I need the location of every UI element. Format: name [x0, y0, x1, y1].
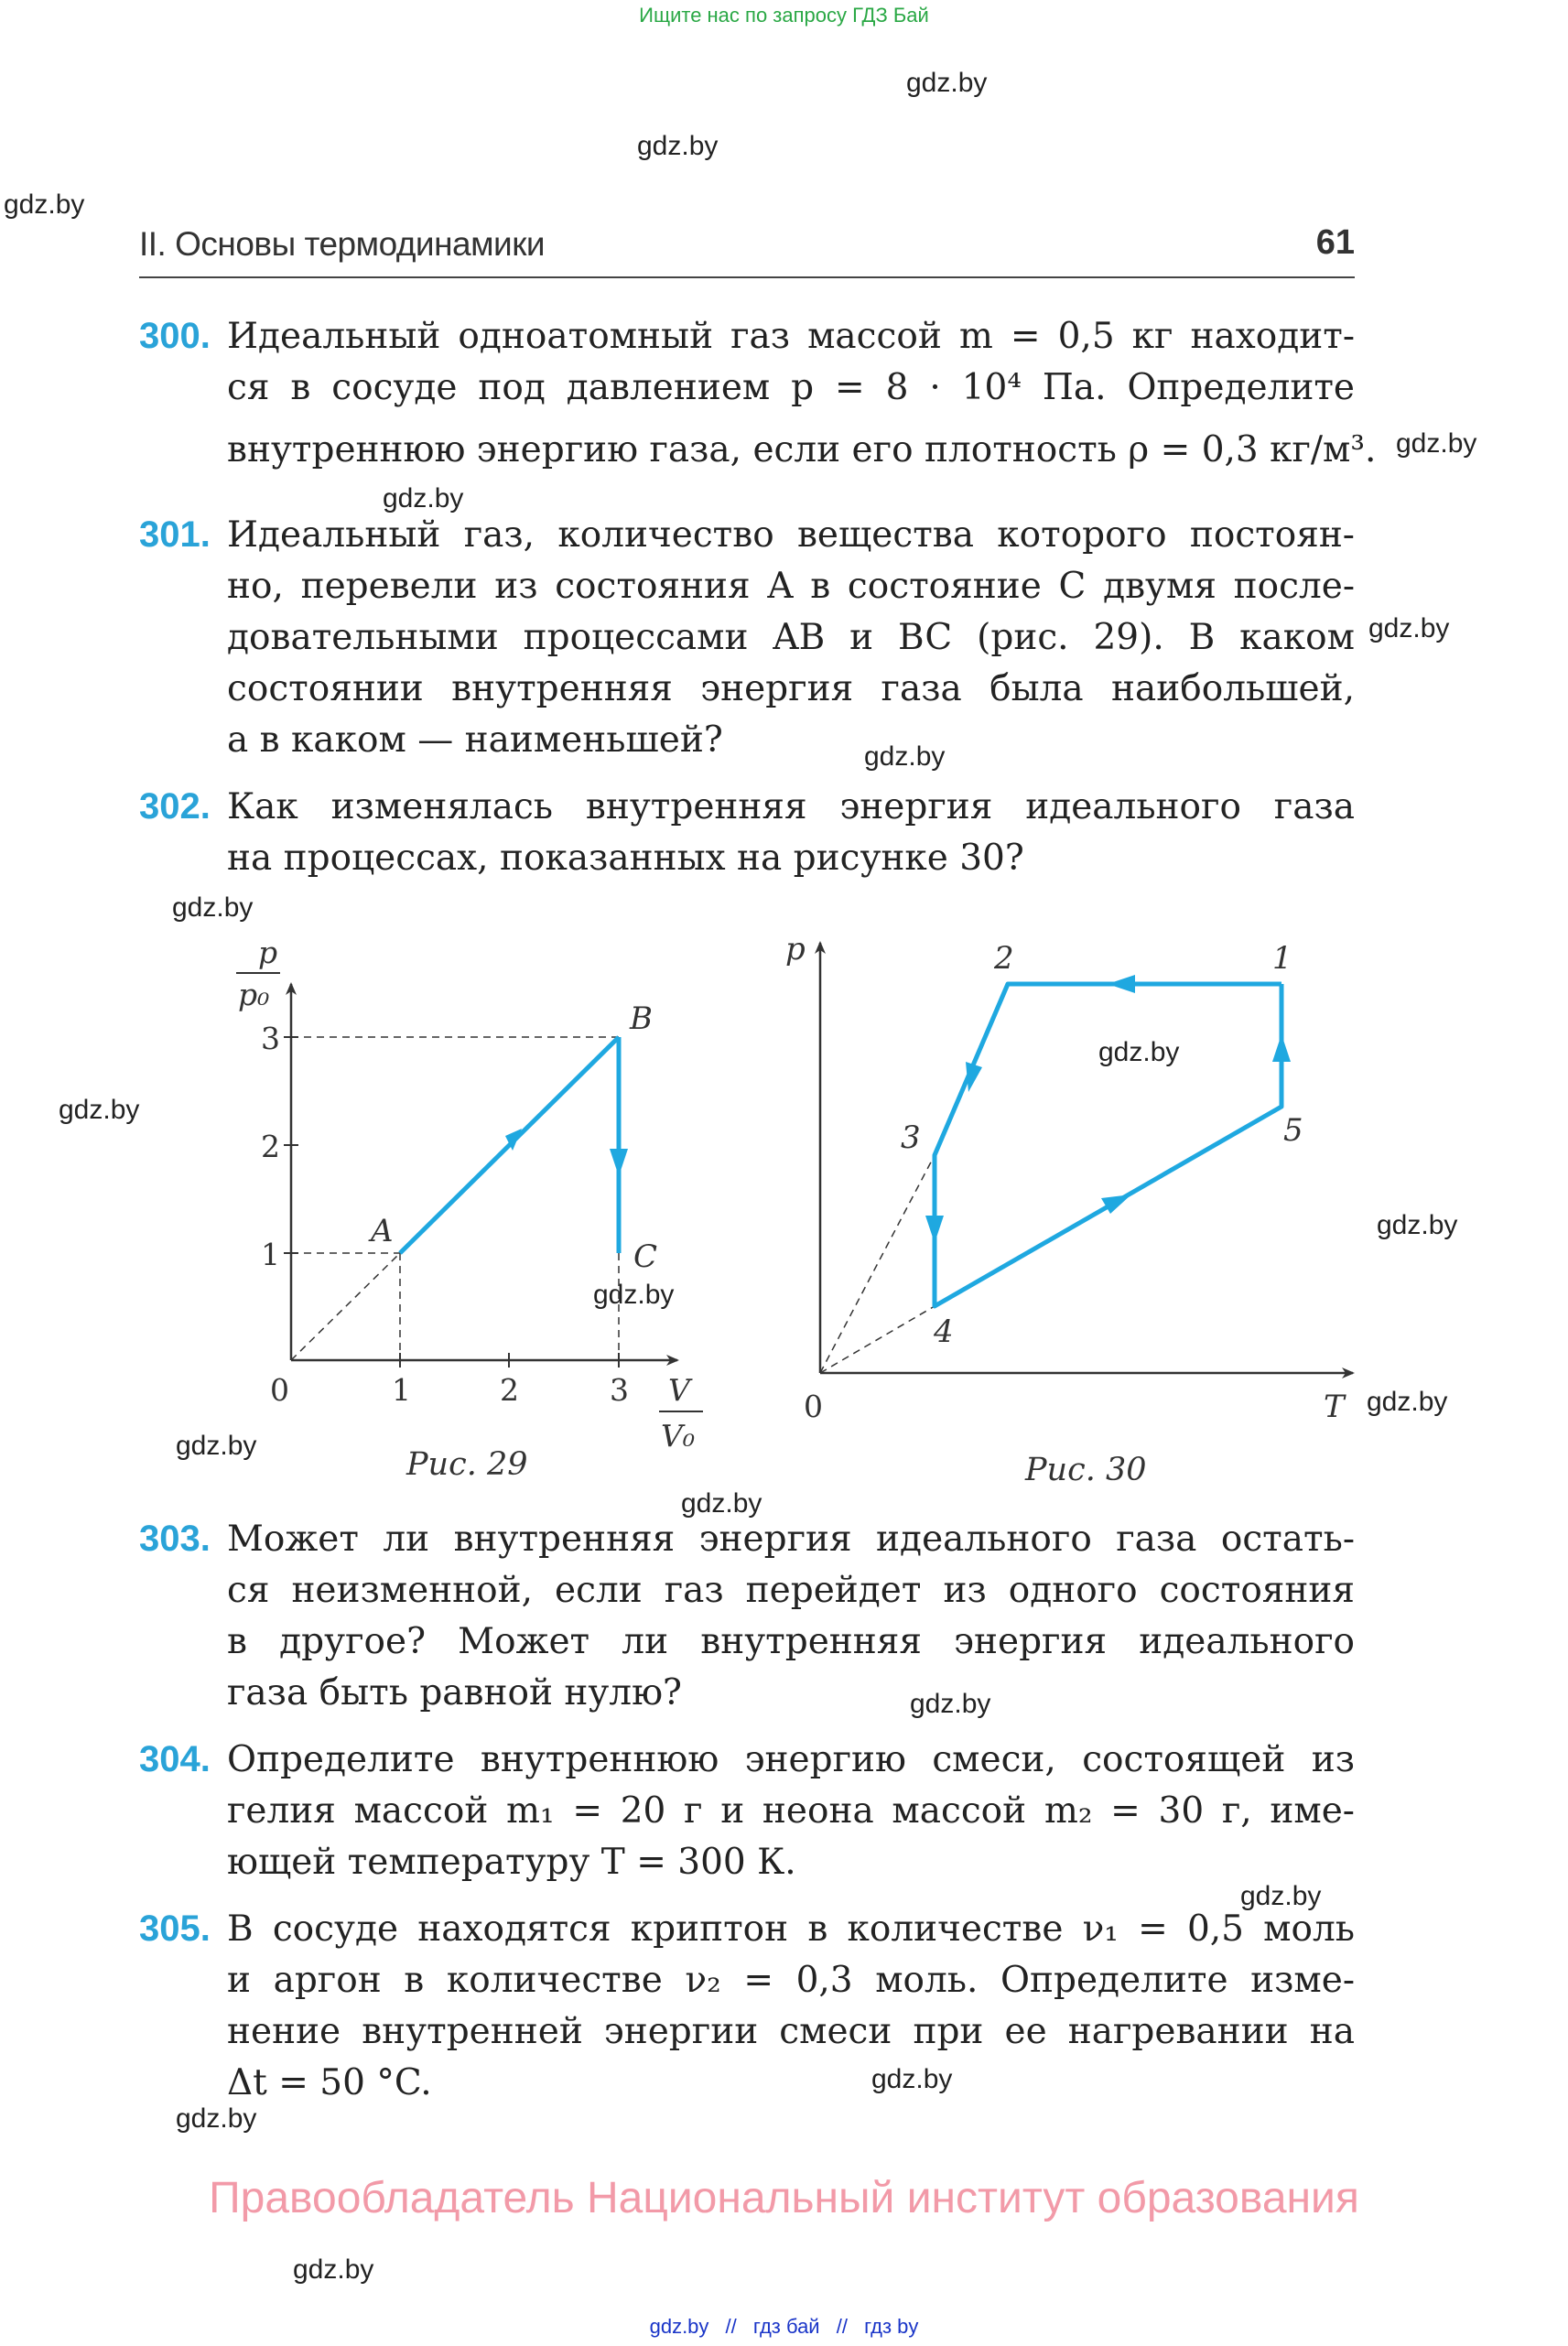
link-separator: //: [836, 2315, 848, 2338]
fig30-point-3: 3: [901, 1119, 921, 1156]
fig30-point-1: 1: [1272, 940, 1292, 977]
fig30-arrow-2-3: [966, 1062, 982, 1092]
link-separator: //: [725, 2315, 737, 2338]
text-line: нение внутренней энергии смеси при ее нагревании на: [227, 2011, 1355, 2052]
fig30-arrow-4-5: [1101, 1195, 1131, 1214]
fig29-x-label-num: V: [668, 1372, 690, 1408]
text-line: довательными процессами AB и BC (рис. 29). В каком: [227, 617, 1355, 658]
bottom-link[interactable]: гдз бай: [752, 2315, 820, 2338]
fig30-arrow-5-1: [1272, 1034, 1291, 1062]
fig30-y-label: p: [785, 931, 806, 968]
page-number: 61: [1315, 223, 1355, 262]
text-line: ющей температуру T = 300 К.: [227, 1842, 796, 1883]
fig29-arrow-bc: [610, 1149, 628, 1176]
watermark: gdz.by: [1377, 1210, 1458, 1240]
problem-number: 304.: [139, 1739, 211, 1779]
watermark: gdz.by: [1098, 1037, 1180, 1067]
problem-text: [227, 1904, 1355, 2109]
watermark: gdz.by: [172, 892, 254, 923]
fig29-caption: Рис. 29: [406, 1446, 528, 1483]
text-line: внутреннюю энергию газа, если его плотность ρ = 0,3 кг/м³.: [227, 429, 1377, 470]
watermark: gdz.by: [637, 131, 719, 161]
fig30-point-2: 2: [994, 940, 1014, 977]
watermark: gdz.by: [681, 1488, 762, 1519]
watermark: gdz.by: [906, 68, 988, 98]
fig29-x-label-den: V₀: [661, 1418, 696, 1454]
watermark: gdz.by: [1240, 1881, 1322, 1911]
bottom-links: [0, 2315, 1568, 2339]
top-search-link[interactable]: Ищите нас по запросу ГДЗ Бай: [639, 4, 929, 27]
fig29-point-b: B: [630, 1000, 653, 1037]
text-line: ся в сосуде под давлением p = 8 · 10⁴ Па. Определите: [227, 367, 1355, 408]
text-line: в другое? Может ли внутренняя энергия идеального: [227, 1621, 1355, 1662]
watermark: gdz.by: [293, 2254, 374, 2285]
problem-number: 302.: [139, 786, 211, 827]
watermark: gdz.by: [1396, 428, 1477, 459]
fig30-arrow-1-2: [1108, 975, 1135, 993]
fig29-y-label-num: p: [258, 935, 278, 970]
problem-text: [227, 1514, 1355, 1719]
watermark: gdz.by: [383, 483, 464, 514]
text-line: В сосуде находятся криптон в количестве ν₁ = 0,5 моль: [227, 1908, 1355, 1950]
fig29-y-tick-label: 2: [261, 1129, 280, 1164]
fig30-caption: Рис. 30: [1025, 1452, 1147, 1488]
problem-number: 301.: [139, 514, 211, 555]
bottom-link[interactable]: gdz.by: [649, 2315, 709, 2338]
fig29-y-label-den: p₀: [238, 977, 270, 1012]
fig29-point-a: A: [371, 1213, 394, 1249]
fig30-cycle: [935, 984, 1281, 1306]
problem-number: 303.: [139, 1519, 211, 1559]
text-line: и аргон в количестве ν₂ = 0,3 моль. Определите изме-: [227, 1960, 1355, 2001]
figure-29: [236, 935, 703, 1454]
fig30-origin-label: 0: [804, 1389, 823, 1424]
watermark: gdz.by: [4, 189, 85, 220]
text-line: Может ли внутренняя энергия идеального газа остать-: [227, 1519, 1355, 1560]
text-line: газа быть равной нулю?: [227, 1672, 682, 1714]
fig30-point-4: 4: [934, 1314, 954, 1350]
text-line: состоянии внутренняя энергия газа была наибольшей,: [227, 668, 1355, 709]
text-line: Δt = 50 °C.: [227, 2062, 432, 2103]
fig29-origin-label: 0: [270, 1372, 289, 1408]
problem-text: [227, 1735, 1355, 1888]
fig29-x-tick-label: 3: [610, 1372, 629, 1408]
fig30-x-label: T: [1324, 1389, 1345, 1425]
fig30-point-5: 5: [1283, 1112, 1303, 1149]
figure-30: [785, 931, 1353, 1425]
section-title: II. Основы термодинамики: [139, 225, 546, 263]
fig29-origin-line: [291, 1253, 400, 1360]
rights-holder-notice: Правообладатель Национальный институт образования: [209, 2174, 1359, 2222]
text-line: но, перевели из состояния A в состояние C двумя после-: [227, 566, 1355, 607]
fig29-y-tick-label: 1: [261, 1237, 280, 1272]
text-line: гелия массой m₁ = 20 г и неона массой m₂ = 30 г, име-: [227, 1790, 1355, 1832]
fig29-x-tick-label: 2: [500, 1372, 519, 1408]
problem-number: 305.: [139, 1908, 211, 1949]
watermark: gdz.by: [59, 1095, 140, 1125]
watermark: gdz.by: [864, 741, 946, 772]
fig29-x-tick-label: 1: [392, 1372, 411, 1408]
text-line: Определите внутреннюю энергию смеси, состоящей из: [227, 1739, 1355, 1780]
watermark: gdz.by: [910, 1689, 991, 1719]
watermark: gdz.by: [1367, 1387, 1448, 1417]
watermark: gdz.by: [1368, 613, 1450, 643]
watermark: gdz.by: [176, 1431, 257, 1461]
text-line: Идеальный газ, количество вещества которого постоян-: [227, 514, 1355, 556]
fig30-guide-4: [820, 1306, 935, 1373]
bottom-link[interactable]: гдз by: [864, 2315, 919, 2338]
text-line: а в каком — наименьшей?: [227, 719, 723, 761]
fig29-y-tick-label: 3: [261, 1021, 280, 1056]
text-line: Как изменялась внутренняя энергия идеального газа: [227, 786, 1355, 827]
text-line: на процессах, показанных на рисунке 30?: [227, 838, 1024, 879]
problem-number: 300.: [139, 316, 211, 356]
fig29-point-c: C: [633, 1238, 658, 1275]
watermark: gdz.by: [593, 1280, 675, 1310]
watermark: gdz.by: [871, 2064, 953, 2094]
fig30-arrow-3-4: [925, 1216, 944, 1243]
fig29-process-ab: [400, 1037, 619, 1253]
watermark: gdz.by: [176, 2103, 257, 2134]
text-line: ся неизменной, если газ перейдет из одного состояния: [227, 1570, 1355, 1611]
text-line: Идеальный одноатомный газ массой m = 0,5 кг находит-: [227, 316, 1355, 357]
